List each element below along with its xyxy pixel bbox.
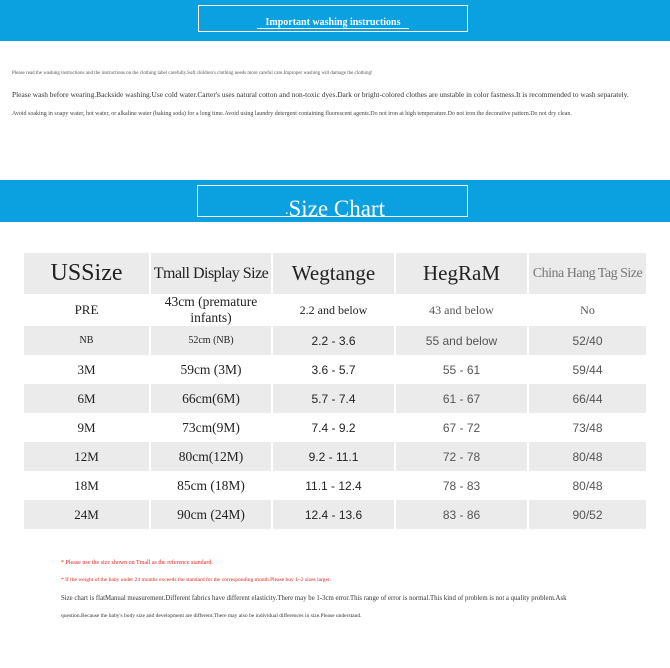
cell-weight: 3.6 - 5.7 [272, 355, 395, 384]
cell-ussize: 12M [24, 442, 150, 471]
washing-title: Important washing instructions [265, 17, 401, 28]
cell-weight: 2.2 - 3.6 [272, 326, 395, 355]
cell-china-tag-size: 73/48 [572, 420, 603, 435]
cell-china-tag-size: 80/48 [572, 478, 603, 493]
cell-height: 83 - 86 [395, 500, 528, 529]
size-chart-banner [0, 180, 670, 222]
cell-tmall-size: 43cm (premature infants) [150, 294, 272, 326]
footnote-reference-standard: * Please use the size shown on Tmall as the reference standard. [61, 560, 213, 566]
cell-china-tag-size: No [580, 302, 595, 317]
cell-weight: 12.4 - 13.6 [272, 500, 395, 529]
table-row [24, 326, 646, 355]
cell-ussize: 3M [24, 355, 150, 384]
table-row [24, 294, 646, 326]
size-footnotes [61, 560, 661, 619]
table-row [24, 442, 646, 471]
footnote-individual-differences: question.Because the baby's body size and development are different.There may also be individual differences in size.Please understand. [61, 613, 362, 619]
cell-ussize: PRE [24, 294, 150, 326]
cell-china-tag-size: 90/52 [572, 507, 603, 522]
cell-ussize: NB [24, 326, 150, 355]
cell-ussize: 18M [24, 471, 150, 500]
cell-ussize: 24M [24, 500, 150, 529]
washing-note-1: Please read the washing instructions and the instructions on the clothing label carefully.Soft children's clothing needs more careful care.Improper washing will damage the clothing! [12, 71, 373, 76]
table-row [24, 384, 646, 413]
header-weight: Wegtange [272, 253, 395, 294]
cell-height: 78 - 83 [395, 471, 528, 500]
cell-china-tag-size: 66/44 [572, 391, 603, 406]
cell-height: 43 and below [395, 294, 528, 326]
cell-weight: 7.4 - 9.2 [272, 413, 395, 442]
cell-height: 55 and below [395, 326, 528, 355]
cell-height: 61 - 67 [395, 384, 528, 413]
table-row [24, 413, 646, 442]
washing-notes [12, 70, 667, 117]
table-header-row [24, 253, 646, 294]
cell-weight: 2.2 and below [272, 294, 395, 326]
footnote-weight-advice: * If the weight of the baby under 24 months exceeds the standard for the corresponding month.Please buy 1~2 sizes larger. [61, 577, 331, 583]
washing-banner [0, 0, 670, 41]
washing-note-3: Avoid soaking in soapy water, hot water, or alkaline water (baking soda) for a long time.Avoid using laundry detergent containing fluorescent agents.Do not iron at high temperature.Do not iron the decorative pattern.Do not dry clean. [12, 111, 572, 117]
cell-tmall-size: 52cm (NB) [150, 326, 272, 355]
cell-china-tag-size: 59/44 [572, 362, 603, 377]
size-table [24, 253, 646, 529]
cell-tmall-size: 85cm (18M) [150, 471, 272, 500]
washing-title-frame [198, 5, 468, 32]
header-height: HegRaM [395, 253, 528, 294]
cell-height: 67 - 72 [395, 413, 528, 442]
table-row [24, 471, 646, 500]
header-china-tag-size: China Hang Tag Size [532, 265, 643, 281]
table-row [24, 355, 646, 384]
size-chart-title-wrap [0, 196, 670, 226]
cell-tmall-size: 90cm (24M) [150, 500, 272, 529]
cell-tmall-size: 59cm (3M) [150, 355, 272, 384]
footnote-measurement-error: Size chart is flatManual measurement.Different fabrics have different elasticity.There may be 1-3cm error.This range of error is normal.This kind of problem is not a quality problem.Ask [61, 595, 567, 602]
cell-china-tag-size: 52/40 [572, 333, 603, 348]
cell-china-tag-size: 80/48 [572, 449, 603, 464]
washing-note-2: Please wash before wearing.Backside washing.Use cold water.Carter's uses natural cotton and non-toxic dyes.Dark or bright-colored clothes are unstable in color fastness.It is recommended to wash separately. [12, 90, 629, 99]
cell-height: 72 - 78 [395, 442, 528, 471]
cell-ussize: 6M [24, 384, 150, 413]
cell-tmall-size: 73cm(9M) [150, 413, 272, 442]
cell-weight: 11.1 - 12.4 [272, 471, 395, 500]
cell-tmall-size: 66cm(6M) [150, 384, 272, 413]
header-tmall-size: Tmall Display Size [150, 253, 272, 294]
cell-height: 55 - 61 [395, 355, 528, 384]
header-ussize: USSize [24, 253, 150, 294]
cell-tmall-size: 80cm(12M) [150, 442, 272, 471]
title-dot: . [285, 203, 289, 218]
table-row [24, 500, 646, 529]
cell-weight: 9.2 - 11.1 [272, 442, 395, 471]
cell-weight: 5.7 - 7.4 [272, 384, 395, 413]
cell-ussize: 9M [24, 413, 150, 442]
size-chart-title: Size Chart [288, 196, 385, 221]
